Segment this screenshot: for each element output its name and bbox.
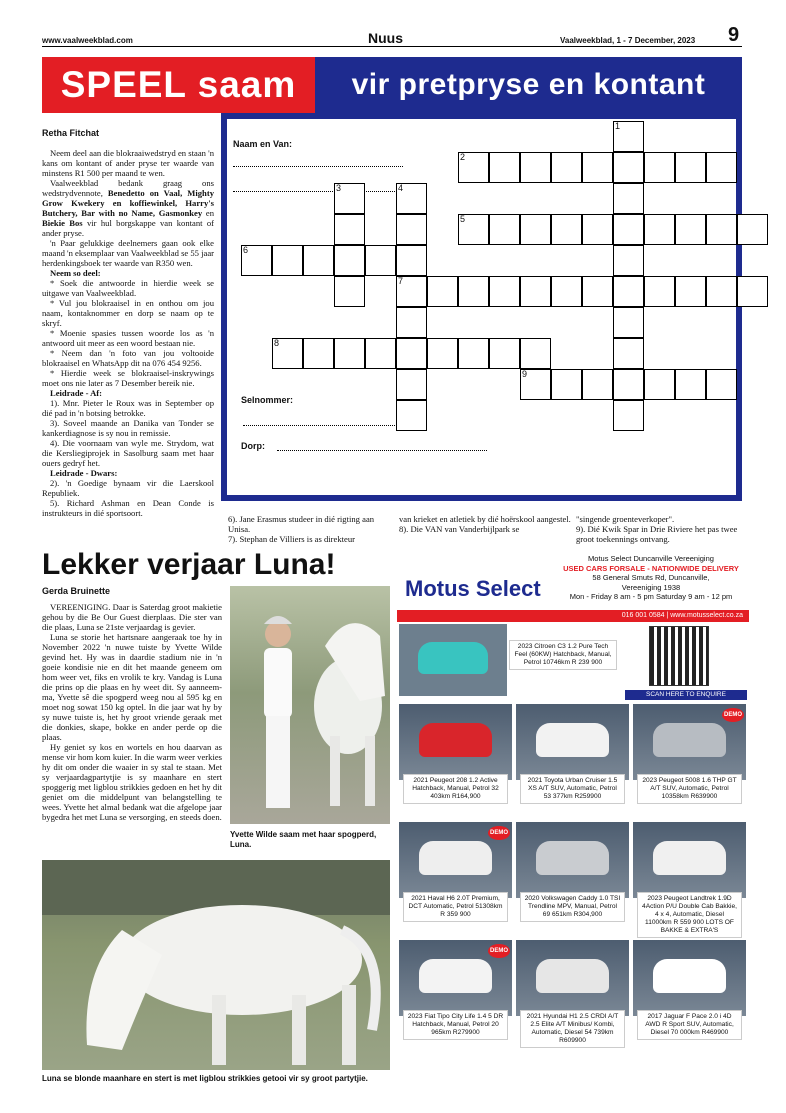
crossword-cell[interactable] <box>365 338 396 369</box>
crossword-frame <box>221 113 742 501</box>
luna-byline: Gerda Bruinette <box>42 586 111 596</box>
photo-yvette-and-luna <box>230 586 390 824</box>
car-image <box>536 723 608 757</box>
car-details: 2021 Peugeot 208 1.2 Active Hatchback, Manual, Petrol 32 403km R164,900 <box>403 774 508 804</box>
car-image <box>536 841 608 875</box>
crossword-cell[interactable] <box>489 338 520 369</box>
crossword-cell[interactable] <box>396 400 427 431</box>
banner-right: vir pretpryse en kontant <box>315 57 742 113</box>
crossword-cell[interactable] <box>458 338 489 369</box>
crossword-cell[interactable] <box>613 214 644 245</box>
crossword-cell[interactable] <box>551 214 582 245</box>
crossword-cell[interactable] <box>334 245 365 276</box>
car-image <box>419 959 491 993</box>
qr-code[interactable] <box>649 626 709 686</box>
subheading: Leidrade - Dwars: <box>50 468 118 478</box>
crossword-cell[interactable] <box>613 183 644 214</box>
crossword-cell[interactable] <box>303 338 334 369</box>
paragraph: Hy geniet sy kos en wortels en hou daarvan as mense vir hom kom kuier. In die warm weer verkies hy dit om onder die waaier in sy stal te staan. Met sy verjaardagpartytjie is sy maanhare en stert spoggerig met ligblou strikkies gedoen en het hy dit geniet om die middelpunt van belangstelling te wees. Yvette het almal bedank wat die afgelope jaar bygedra het met Luna se versorging, en steeds doen. <box>42 742 222 822</box>
dealer-name: Motus Select Duncanville Vereeniging <box>588 554 714 563</box>
clue: "singende groenteverkoper". <box>576 514 675 524</box>
subheading: Neem so deel: <box>50 268 101 278</box>
crossword-cell[interactable] <box>489 276 520 307</box>
photo-luna-grazing <box>42 860 390 1070</box>
crossword-cell[interactable] <box>613 245 644 276</box>
car-image <box>419 723 491 757</box>
clue: 5). Richard Ashman en Dean Conde is instrukteurs in dié sportsoort. <box>42 498 214 518</box>
crossword-cell[interactable] <box>737 214 768 245</box>
name-line-2[interactable] <box>233 191 403 192</box>
car-details: 2021 Hyundai H1 2.5 CRDI A/T 2.5 Elite A/T Minibus/ Kombi, Automatic, Diesel 54 739km R609900 <box>520 1010 625 1048</box>
dealer-tagline: USED CARS FORSALE - NATIONWIDE DELIVERY <box>563 563 739 573</box>
crossword-cell[interactable] <box>427 276 458 307</box>
crossword-cell[interactable] <box>582 152 613 183</box>
clue: 2). 'n Goedige bynaam vir die Laerskool Republiek. <box>42 478 214 498</box>
crossword-cell[interactable] <box>520 152 551 183</box>
featured-car-photo <box>399 624 507 696</box>
clue-column-4 <box>576 514 742 544</box>
crossword-cell[interactable] <box>613 276 644 307</box>
clue-column-3 <box>399 514 571 534</box>
crossword-cell[interactable] <box>334 214 365 245</box>
name-line-1[interactable] <box>233 166 403 167</box>
town-label: Dorp: <box>241 441 265 451</box>
luna-headline: Lekker verjaar Luna! <box>42 548 336 581</box>
crossword-cell[interactable] <box>489 214 520 245</box>
clue-number: 3 <box>336 183 342 193</box>
clue: 6). Jane Erasmus studeer in dié rigting aan Unisa. <box>228 514 375 534</box>
car-photo <box>516 704 629 780</box>
subheading: Leidrade - Af: <box>50 388 103 398</box>
crossword-cell[interactable] <box>334 338 365 369</box>
clue-number: 5 <box>460 214 466 224</box>
paragraph: VEREENIGING. Daar is Saterdag groot makietie gehou by die Be Our Guest dierplaas. Die ster van die plaas, Luna se 21ste verjaardag is gevier. <box>42 602 222 632</box>
crossword-cell[interactable] <box>396 369 427 400</box>
car-details: 2021 Toyota Urban Cruiser 1.5 XS A/T SUV, Automatic, Petrol 53 377km R259900 <box>520 774 625 804</box>
car-image <box>418 642 487 674</box>
crossword-cell[interactable] <box>582 214 613 245</box>
clue: 7). Stephan de Villiers is as direkteur <box>228 534 356 544</box>
dealer-address-1: 58 General Smuts Rd, Duncanville, <box>592 573 710 582</box>
dealer-info <box>557 554 745 602</box>
crossword-cell[interactable] <box>551 152 582 183</box>
demo-badge: DEMO <box>488 944 510 958</box>
crossword-cell[interactable] <box>303 245 334 276</box>
clue: 9). Dié Kwik Spar in Drie Riviere het pas twee groot toekennings ontvang. <box>576 524 738 544</box>
banner-left: SPEEL saam <box>42 57 315 113</box>
dealer-address-2: Vereeniging 1938 <box>621 582 681 592</box>
crossword-cell[interactable] <box>644 276 675 307</box>
car-details: 2020 Volkswagen Caddy 1.0 TSI Trendline MPV, Manual, Petrol 69 651km R304,900 <box>520 892 625 922</box>
clue: 8). Die VAN van Vanderbijlpark se <box>399 524 520 534</box>
crossword-cell[interactable] <box>365 245 396 276</box>
crossword-cell[interactable] <box>675 152 706 183</box>
clue-number: 8 <box>274 338 280 348</box>
crossword-cell[interactable] <box>737 276 768 307</box>
crossword-cell[interactable] <box>582 369 613 400</box>
site-url: www.vaalweekblad.com <box>42 36 133 45</box>
car-photo <box>399 704 512 780</box>
demo-badge: DEMO <box>488 826 510 840</box>
crossword-cell[interactable] <box>551 369 582 400</box>
car-details: 2023 Peugeot 5008 1.6 THP GT A/T SUV, Automatic, Petrol 10358km R639900 <box>637 774 742 804</box>
crossword-cell[interactable] <box>613 369 644 400</box>
crossword-cell[interactable] <box>613 400 644 431</box>
step: * Hierdie week se blokraaisel-inskrywings moet ons nie later as 7 Desember bereik nie. <box>42 368 214 388</box>
crossword-grid <box>227 119 736 495</box>
contact-bar: 016 001 0584 | www.motusselect.co.za <box>397 610 749 622</box>
crossword-cell[interactable] <box>706 152 737 183</box>
motus-logo: Motus Select <box>405 576 541 601</box>
car-details: 2017 Jaguar F Pace 2.0 i 4D AWD R Sport SUV, Automatic, Diesel 70 000km R469900 <box>637 1010 742 1040</box>
crossword-cell[interactable] <box>675 369 706 400</box>
puzzle-byline: Retha Fitchat <box>42 128 100 138</box>
clue-number: 2 <box>460 152 466 162</box>
advert-header <box>397 548 749 608</box>
crossword-cell[interactable] <box>613 307 644 338</box>
caption-luna: Luna se blonde maanhare en stert is met ligblou strikkies getooi vir sy groot partytjie. <box>42 1074 368 1083</box>
step: * Neem dan 'n foto van jou voltooide blokraaisel en WhatsApp dit na 076 454 9256. <box>42 348 214 368</box>
crossword-cell[interactable] <box>458 276 489 307</box>
crossword-cell[interactable] <box>272 245 303 276</box>
car-image <box>536 959 608 993</box>
car-photo <box>516 822 629 898</box>
crossword-cell[interactable] <box>396 245 427 276</box>
clue-number: 9 <box>522 369 528 379</box>
photo-illustration <box>42 860 390 1070</box>
crossword-cell[interactable] <box>644 369 675 400</box>
car-details: 2023 Peugeot Landtrek 1.9D 4Action P/U Double Cab Bakkie, 4 x 4, Automatic, Diesel 11000km R 559 900 LOTS OF BAKKE & EXTRA'S <box>637 892 742 938</box>
crossword-cell[interactable] <box>706 369 737 400</box>
paragraph: Vaalweekblad bedank graag ons wedstrydvennote, Benedetto on Vaal, Mighty Grow Kwekery en koffiewinkel, Harry's Butchery, Bar with no Name, Gasmonkey en Biekie Bos vir hul borgskappe van kontant of ander pryse. <box>42 178 215 238</box>
crossword-cell[interactable] <box>613 152 644 183</box>
header-rule <box>42 46 742 47</box>
crossword-cell[interactable] <box>644 152 675 183</box>
car-photo <box>516 940 629 1016</box>
clue: 4). Die voornaam van wyle me. Strydom, wat die Kersliegiprojek in Sasolburg saam met haar ouers gedryf het. <box>42 438 214 468</box>
clue-number: 6 <box>243 245 249 255</box>
clue-number: 1 <box>615 121 621 131</box>
photo-illustration <box>230 586 390 824</box>
issue-date: Vaalweekblad, 1 - 7 December, 2023 <box>560 36 696 45</box>
car-photo <box>633 940 746 1016</box>
crossword-cell[interactable] <box>396 214 427 245</box>
page-number: 9 <box>728 24 740 46</box>
motus-advert <box>397 548 749 1101</box>
crossword-cell[interactable] <box>520 338 551 369</box>
crossword-cell[interactable] <box>396 307 427 338</box>
car-image <box>653 723 725 757</box>
phone-label: Selnommer: <box>241 395 294 405</box>
clue: 1). Mnr. Pieter le Roux was in September op dié pad in 'n botsing betrokke. <box>42 398 214 418</box>
clue: 3). Soveel maande an Danika van Tonder se kankerdiagnose is sy nou in remissie. <box>42 418 214 438</box>
crossword-cell[interactable] <box>551 276 582 307</box>
crossword-cell[interactable] <box>706 276 737 307</box>
crossword-cell[interactable] <box>582 276 613 307</box>
featured-car-details: 2023 Citroen C3 1.2 Pure Tech Feel (60KW) Hatchback, Manual, Petrol 10746km R 239 900 <box>509 640 617 670</box>
crossword-cell[interactable] <box>644 214 675 245</box>
crossword-cell[interactable] <box>427 338 458 369</box>
paragraph: 'n Paar gelukkige deelnemers gaan ook elke maand 'n eksemplaar van Vaalweekblad se 55 jaar herdenkingsboek ter waarde van R350 wen. <box>42 238 215 268</box>
clue: van krieket en atletiek by dié hoërskool aangestel. <box>399 514 571 524</box>
car-image <box>653 841 725 875</box>
crossword-cell[interactable] <box>396 338 427 369</box>
crossword-cell[interactable] <box>613 338 644 369</box>
car-photo <box>633 822 746 898</box>
clue-column-2 <box>228 514 393 544</box>
crossword-cell[interactable] <box>706 214 737 245</box>
step: * Moenie spasies tussen woorde los as 'n antwoord uit meer as een woord bestaan nie. <box>42 328 214 348</box>
town-line[interactable] <box>277 450 487 451</box>
crossword-cell[interactable] <box>520 276 551 307</box>
crossword-cell[interactable] <box>334 276 365 307</box>
crossword-cell[interactable] <box>675 276 706 307</box>
name-label: Naam en Van: <box>233 139 293 149</box>
car-details: 2023 Fiat Tipo City Life 1.4 5 DR Hatchback, Manual, Petrol 20 965km R279900 <box>403 1010 508 1040</box>
puzzle-article-body <box>42 148 214 518</box>
scan-label: SCAN HERE TO ENQUIRE <box>625 690 747 700</box>
step: * Vul jou blokraaisel in en onthou om jou naam, kontaknommer en dorp se naam op te skryf. <box>42 298 214 328</box>
dealer-hours: Mon - Friday 8 am - 5 pm Saturday 9 am - 12 pm <box>569 592 733 601</box>
section-title: Nuus <box>368 30 403 46</box>
car-image <box>419 841 491 875</box>
paragraph: Luna se storie het hartsnare aangeraak toe hy in November 2022 'n nuwe tuiste by Yvette Wilde gevind het. Hy was in daardie stadium nie in 'n goeie kondisie nie en dit het maande geneem om hom weer vet, fiks en vrolik te kry. Vandag is Luna die prins op die plaas en hy weet dit. Sy aanneem-ma, Yvette sê die spogperd weeg nou al 595 kg en moet nog sowat 150 kg optel. In die jaar wat hy by sy nuwe tuiste is, het hy groot vriende geraak met die donkies, skape, bokke en ander perde op die plaas. <box>42 632 222 742</box>
phone-line[interactable] <box>243 425 413 426</box>
caption-yvette: Yvette Wilde saam met haar spogperd, Luna. <box>230 830 377 849</box>
step: * Soek die antwoorde in hierdie week se uitgawe van Vaalweekblad. <box>42 278 214 298</box>
demo-badge: DEMO <box>722 708 744 722</box>
car-details: 2021 Haval H6 2.0T Premium, DCT Automatic, Petrol 51308km R 359 900 <box>403 892 508 922</box>
crossword-cell[interactable] <box>675 214 706 245</box>
clue-number: 4 <box>398 183 404 193</box>
crossword-cell[interactable] <box>520 214 551 245</box>
crossword-cell[interactable] <box>489 152 520 183</box>
car-image <box>653 959 725 993</box>
paragraph: Neem deel aan die blokraaiwedstryd en staan 'n kans om kontant of ander pryse ter waarde van minstens R1 500 per maand te wen. <box>42 148 214 178</box>
luna-article-body <box>42 602 222 822</box>
clue-number: 7 <box>398 276 404 286</box>
